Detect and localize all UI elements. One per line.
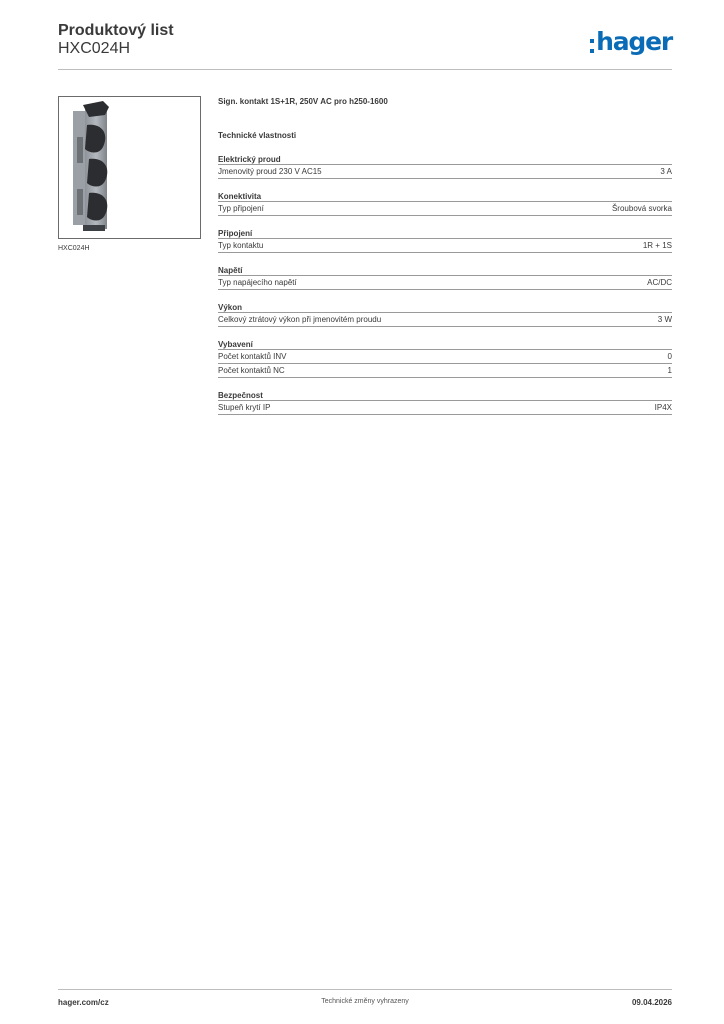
page-header [58,22,672,70]
property-row [218,350,672,364]
section-power [218,302,672,327]
section-title: Napětí [218,265,672,276]
section-voltage [218,265,672,290]
property-row [218,239,672,253]
section-connection [218,228,672,253]
property-value: 1 [667,366,672,375]
section-equipment [218,339,672,378]
section-title: Elektrický proud [218,154,672,165]
footer-disclaimer: Technické změny vyhrazeny [321,998,409,1005]
logo-dots-icon [590,39,594,53]
section-title: Bezpečnost [218,390,672,401]
product-code: HXC024H [58,40,131,57]
section-title: Vybavení [218,339,672,350]
logo-text: hager [596,27,672,56]
property-value: 3 A [660,167,672,176]
property-label: Počet kontaktů NC [218,366,285,375]
product-image [58,96,201,239]
property-row [218,202,672,216]
auxiliary-contact-illustration [59,97,200,238]
section-safety [218,390,672,415]
property-label: Typ napájecího napětí [218,278,297,287]
property-label: Typ kontaktu [218,241,264,250]
image-caption: HXC024H [58,245,90,252]
property-value: 0 [667,352,672,361]
section-connectivity [218,191,672,216]
property-value: 3 W [657,315,672,324]
property-value: Šroubová svorka [611,204,672,213]
property-row [218,165,672,179]
hager-logo [590,28,672,56]
property-label: Typ připojení [218,204,264,213]
footer-date: 09.04.2026 [631,998,672,1007]
property-label: Stupeň krytí IP [218,403,271,412]
product-details [218,96,672,415]
property-label: Celkový ztrátový výkon při jmenovitém proudu [218,315,382,324]
property-value: AC/DC [647,278,672,287]
property-label: Počet kontaktů INV [218,352,287,361]
property-value: 1R + 1S [642,241,672,250]
product-description: Sign. kontakt 1S+1R, 250V AC pro h250-1600 [218,97,388,106]
property-row [218,276,672,290]
property-row [218,401,672,415]
property-label: Jmenovitý proud 230 V AC15 [218,167,322,176]
footer-website-link[interactable]: hager.com/cz [58,998,109,1007]
section-title: Výkon [218,302,672,313]
section-electric-current [218,154,672,179]
page-footer [58,989,672,1013]
property-row [218,313,672,327]
technical-properties-heading: Technické vlastnosti [218,131,297,140]
property-row [218,364,672,378]
section-title: Konektivita [218,191,672,202]
section-title: Připojení [218,228,672,239]
property-value: IP4X [654,403,672,412]
document-title: Produktový list [58,22,174,39]
